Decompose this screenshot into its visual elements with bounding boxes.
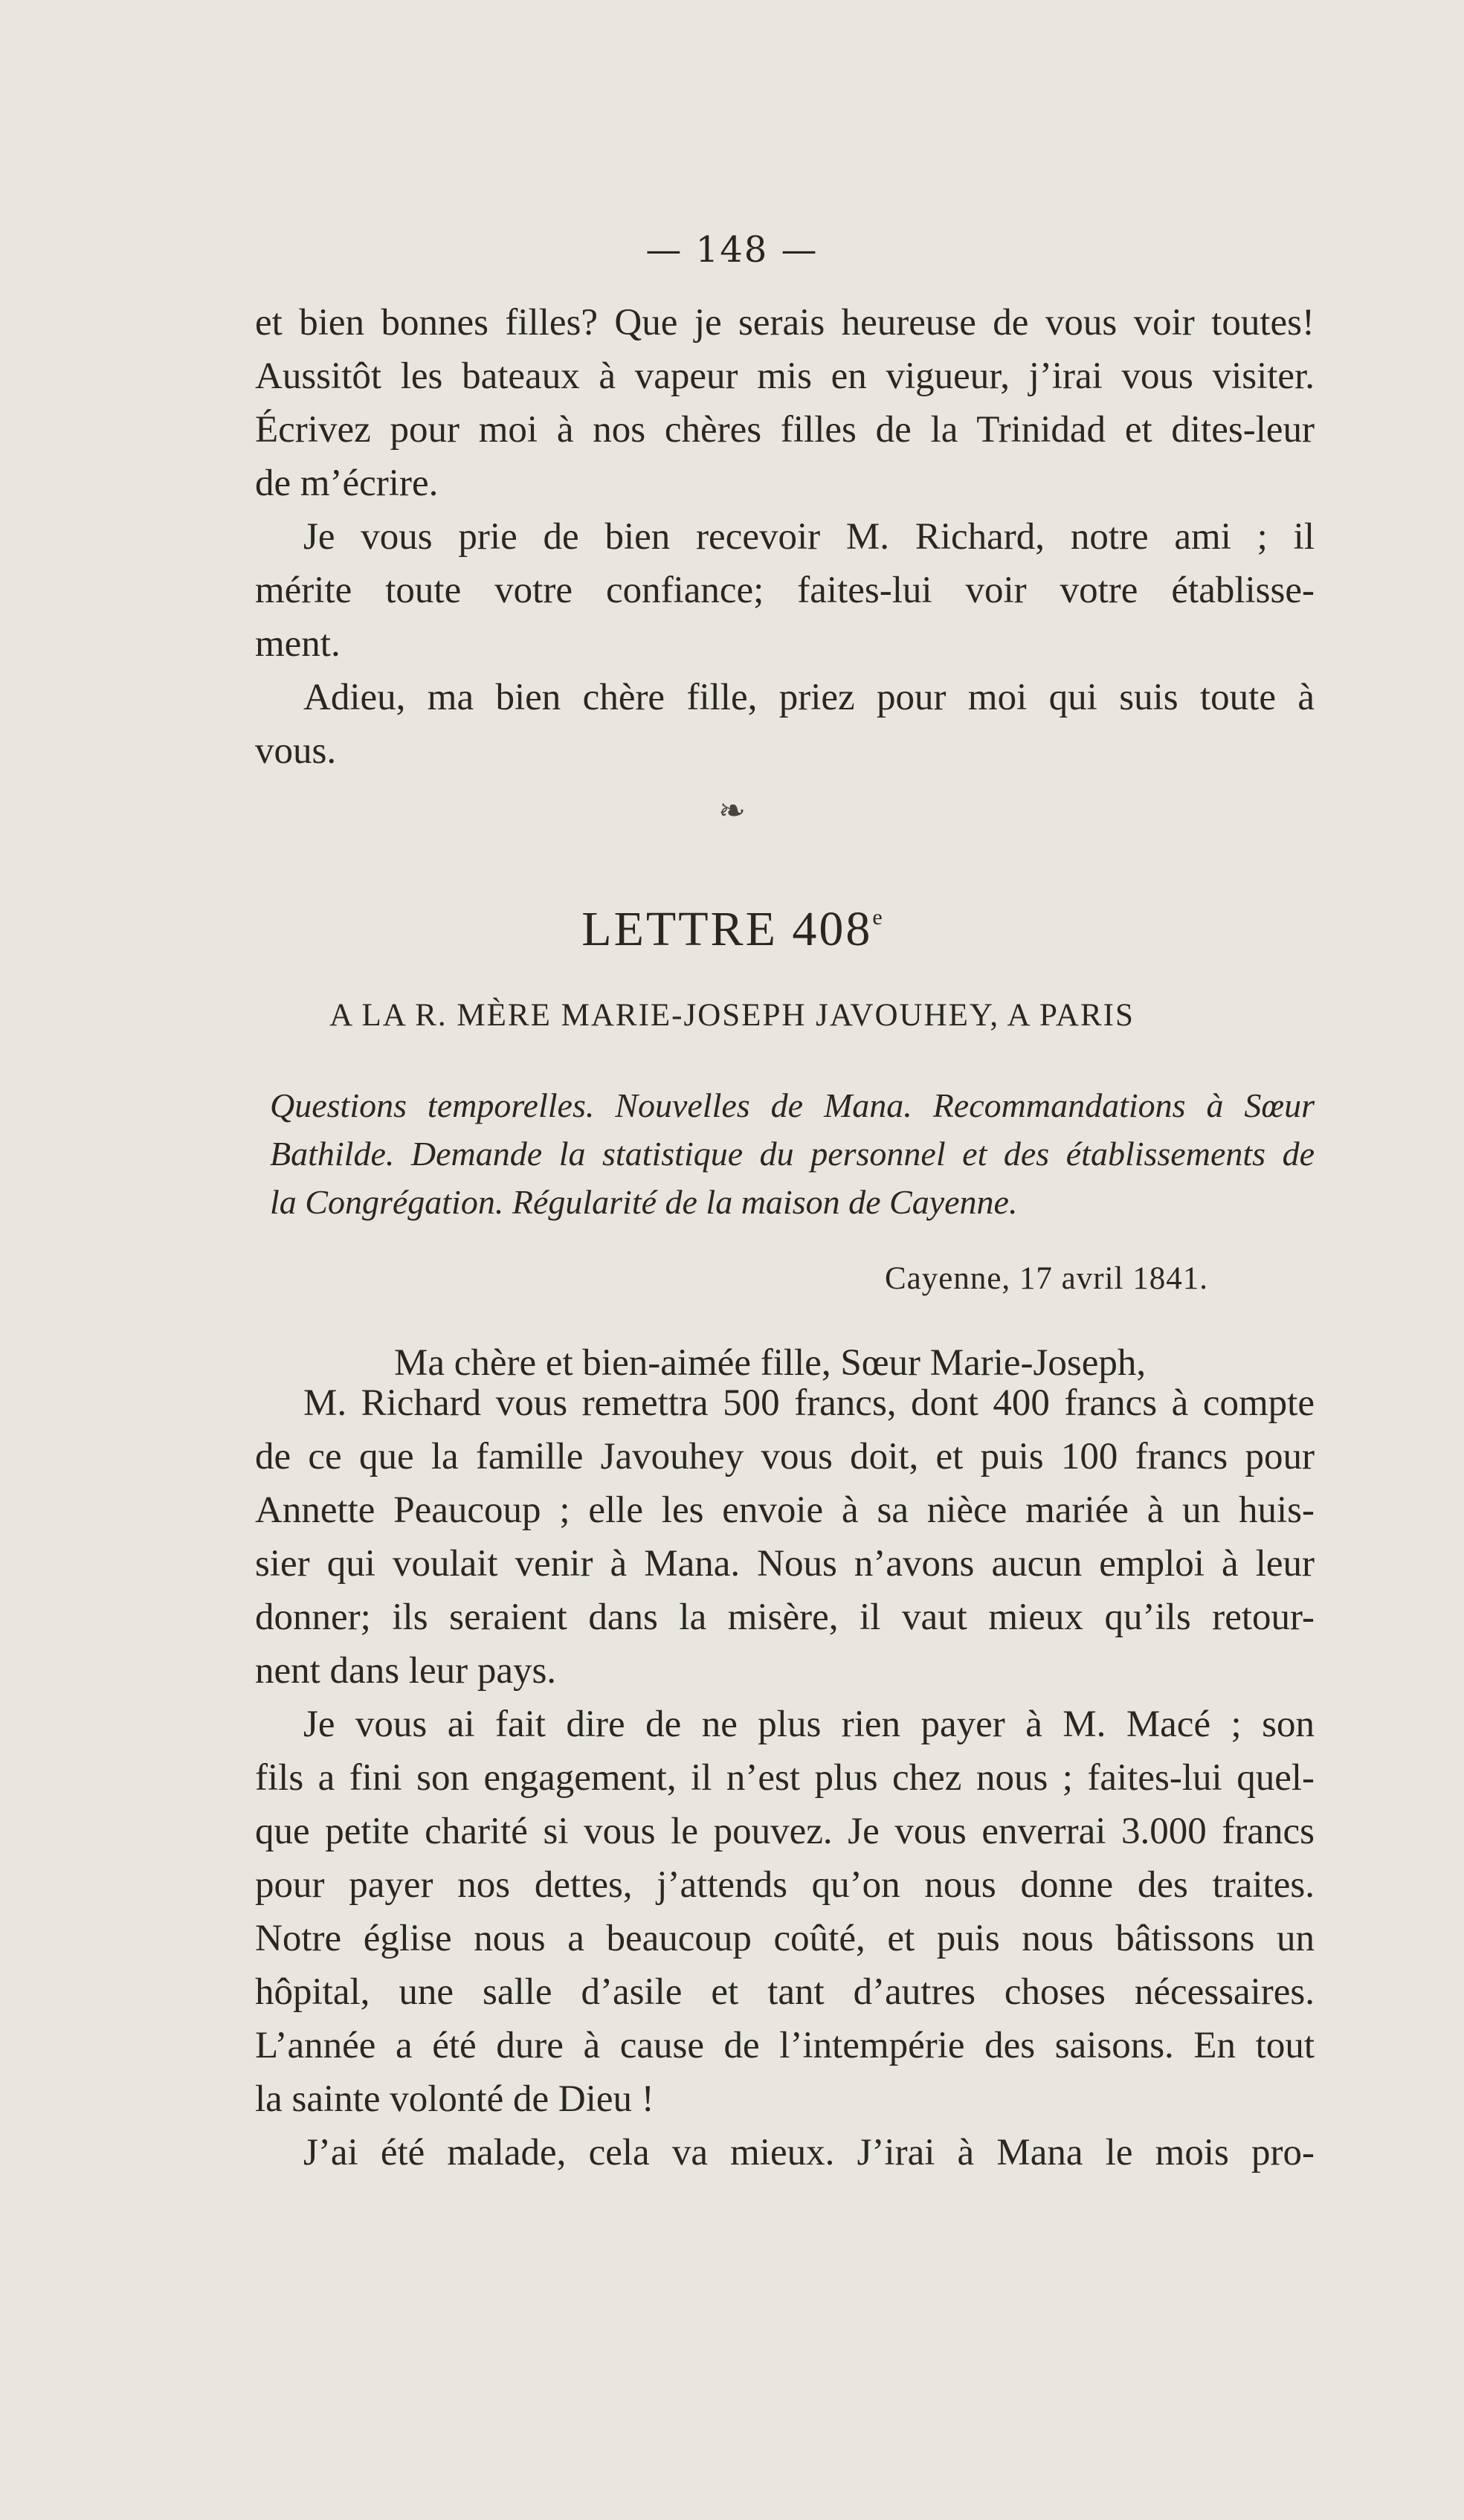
text-line: sier qui voulait venir à Mana. Nous n’avons aucun emploi à leur <box>255 1543 1315 1585</box>
text-line: Notre église nous a beaucoup coûté, et puis nous bâtissons un <box>255 1918 1315 1959</box>
text-line: pour payer nos dettes, j’attends qu’on nous donne des traites. <box>255 1864 1315 1906</box>
text-line: mérite toute votre confiance; faites-lui voir votre établisse- <box>255 570 1315 611</box>
letter-addressee: A LA R. MÈRE MARIE-JOSEPH JAVOUHEY, A PARIS <box>329 998 1135 1033</box>
paragraph <box>255 1376 1315 1698</box>
text-line: hôpital, une salle d’asile et tant d’autres choses nécessaires. <box>255 1971 1315 2013</box>
letter-salutation: Ma chère et bien-aimée fille, Sœur Marie-Joseph, <box>394 1342 1147 1384</box>
text-line: Je vous prie de bien recevoir M. Richard, notre ami ; il <box>303 516 1315 558</box>
text-line: Écrivez pour moi à nos chères filles de la Trinidad et dites-leur <box>255 409 1315 451</box>
previous-letter-ending <box>255 296 1315 778</box>
summary-line: Bathilde. Demande la statistique du personnel et des établissements de <box>270 1135 1315 1173</box>
paragraph <box>255 1698 1315 2126</box>
text-line: fils a fini son engagement, il n’est plus chez nous ; faites-lui quel- <box>255 1757 1315 1799</box>
text-line: ment. <box>255 623 341 665</box>
text-line: M. Richard vous remettra 500 francs, dont 400 francs à compte <box>303 1382 1315 1424</box>
paragraph <box>255 296 1315 510</box>
text-line: et bien bonnes filles? Que je serais heureuse de vous voir toutes! <box>255 302 1315 344</box>
ornament-divider-icon: ❧ <box>718 792 746 830</box>
summary-line: Questions temporelles. Nouvelles de Mana. Recommandations à Sœur <box>270 1086 1315 1124</box>
paragraph <box>255 510 1315 671</box>
text-line: J’ai été malade, cela va mieux. J’irai à Mana le mois pro- <box>303 2132 1315 2173</box>
paragraph <box>255 2126 1315 2179</box>
letter-dateline: Cayenne, 17 avril 1841. <box>885 1261 1208 1296</box>
text-line: que petite charité si vous le pouvez. Je vous enverrai 3.000 francs <box>255 1811 1315 1852</box>
text-line: la sainte volonté de Dieu ! <box>255 2078 654 2120</box>
letter-title-text: LETTRE 408 <box>581 902 873 956</box>
text-line: Je vous ai fait dire de ne plus rien payer à M. Macé ; son <box>303 1704 1315 1745</box>
letter-body <box>255 1376 1315 2179</box>
text-line: donner; ils seraient dans la misère, il vaut mieux qu’ils retour- <box>255 1596 1315 1638</box>
letter-title <box>0 901 1464 958</box>
text-line: de m’écrire. <box>255 463 439 504</box>
text-line: de ce que la famille Javouhey vous doit, et puis 100 francs pour <box>255 1436 1315 1477</box>
text-line: L’année a été dure à cause de l’intempérie des saisons. En tout <box>255 2025 1315 2066</box>
page-number: — 148 — <box>645 229 819 271</box>
letter-summary <box>270 1081 1315 1226</box>
text-line: nent dans leur pays. <box>255 1650 557 1692</box>
letter-title-superscript: e <box>872 905 883 929</box>
text-line: Aussitôt les bateaux à vapeur mis en vigueur, j’irai vous visiter. <box>255 355 1315 397</box>
summary-line: la Congrégation. Régularité de la maison de Cayenne. <box>270 1183 1018 1221</box>
paragraph <box>255 671 1315 778</box>
text-line: vous. <box>255 730 337 772</box>
text-line: Annette Peaucoup ; elle les envoie à sa nièce mariée à un huis- <box>255 1489 1315 1531</box>
text-line: Adieu, ma bien chère fille, priez pour moi qui suis toute à <box>303 677 1315 718</box>
